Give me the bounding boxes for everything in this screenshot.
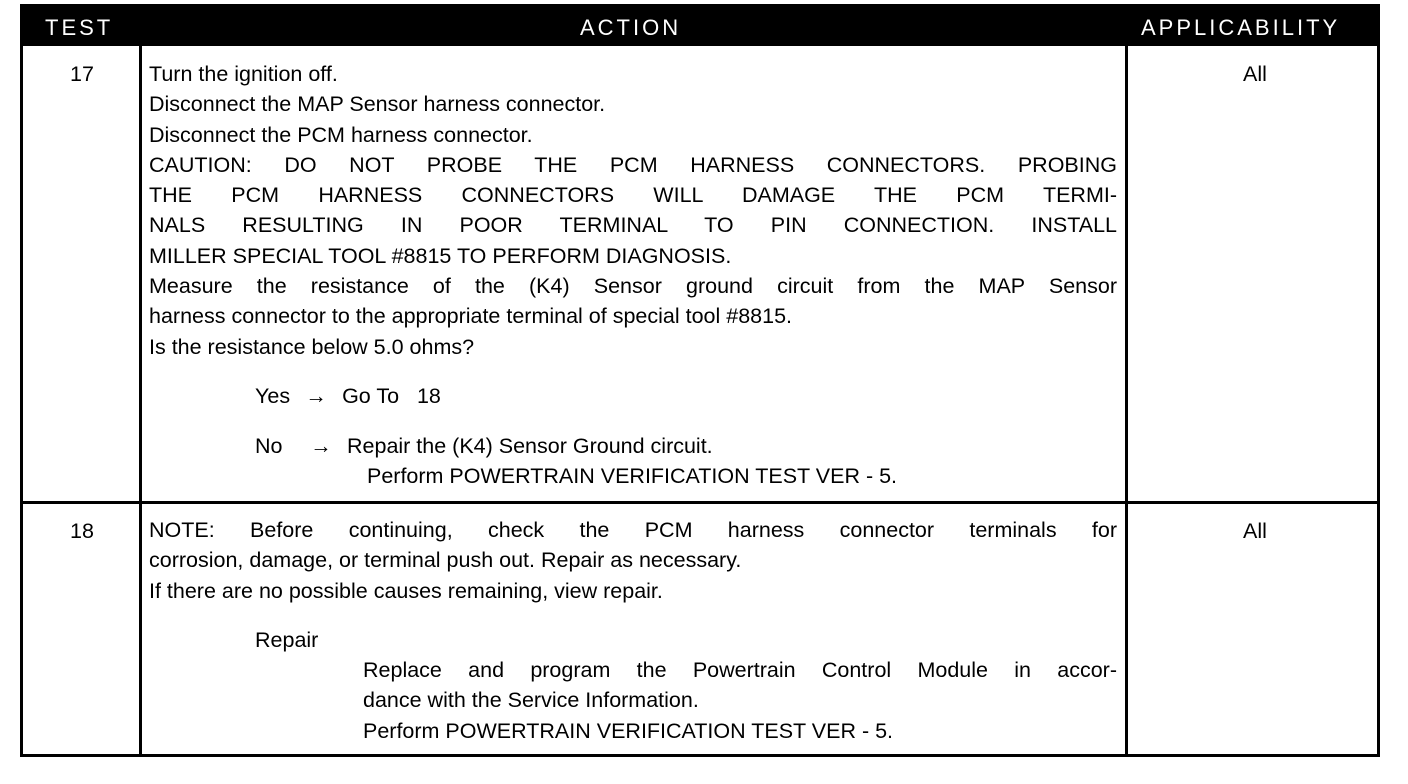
question-line: Is the resistance below 5.0 ohms? <box>149 334 475 359</box>
note-line: corrosion, damage, or terminal push out. Repair as necessary. <box>149 548 742 573</box>
yes-branch <box>255 381 441 411</box>
repair-line: Perform POWERTRAIN VERIFICATION TEST VER - 5. <box>363 718 894 743</box>
no-branch <box>255 431 713 461</box>
yes-action: Go To 18 <box>342 384 441 408</box>
no-action-2: Perform POWERTRAIN VERIFICATION TEST VER - 5. <box>367 464 898 488</box>
header-applicability: APPLICABILITY <box>1141 15 1341 40</box>
table-header <box>23 7 1377 46</box>
repair-line: dance with the Service Information. <box>363 688 699 713</box>
caution-line: CAUTION: DO NOT PROBE THE PCM HARNESS CONNECTORS. PROBING <box>149 152 1117 177</box>
measure-line: Measure the resistance of the (K4) Sensor ground circuit from the MAP Sensor <box>149 274 1117 299</box>
header-action: ACTION <box>580 15 682 40</box>
action-line: Turn the ignition off. <box>149 62 338 86</box>
repair-text-18 <box>363 655 1117 685</box>
arrow-right-icon: → <box>310 434 332 458</box>
action-text-17 <box>149 59 605 150</box>
yes-label: Yes <box>255 384 291 408</box>
action-line: Disconnect the PCM harness connector. <box>149 122 533 147</box>
caution-line: NALS RESULTING IN POOR TERMINAL TO PIN CONNECTION. INSTALL <box>149 213 1117 238</box>
caution-line: THE PCM HARNESS CONNECTORS WILL DAMAGE THE PCM TERMI- <box>149 183 1117 208</box>
caution-last-line-17 <box>149 241 731 271</box>
measure-line: harness connector to the appropriate terminal of special tool #8815. <box>149 304 793 329</box>
test-number-18: 18 <box>70 519 94 543</box>
action-line: Disconnect the MAP Sensor harness connector. <box>149 92 606 117</box>
measure-text-17b <box>149 301 792 362</box>
note-line: If there are no possible causes remaining, view repair. <box>149 578 663 603</box>
note-line: NOTE: Before continuing, check the PCM harness connector terminals for <box>149 518 1117 542</box>
note-text-18 <box>149 515 1117 545</box>
column-divider-test <box>139 46 142 754</box>
column-divider-applicability <box>1125 46 1128 754</box>
row-divider <box>23 501 1377 504</box>
diagnostic-table <box>20 4 1380 757</box>
repair-label: Repair <box>255 628 319 652</box>
applicability-18: All <box>1243 519 1267 543</box>
caution-text-17 <box>149 150 1117 241</box>
measure-text-17 <box>149 271 1117 301</box>
applicability-17: All <box>1243 62 1267 86</box>
no-action: Repair the (K4) Sensor Ground circuit. <box>347 434 713 458</box>
repair-line: Replace and program the Powertrain Control Module in accor- <box>363 658 1117 682</box>
no-label: No <box>255 434 283 458</box>
repair-text-18b <box>363 685 893 746</box>
caution-line: MILLER SPECIAL TOOL #8815 TO PERFORM DIAGNOSIS. <box>149 243 732 268</box>
note-text-18b <box>149 545 741 606</box>
header-test: TEST <box>45 15 114 40</box>
arrow-right-icon: → <box>305 384 327 408</box>
test-number-17: 17 <box>70 62 94 86</box>
